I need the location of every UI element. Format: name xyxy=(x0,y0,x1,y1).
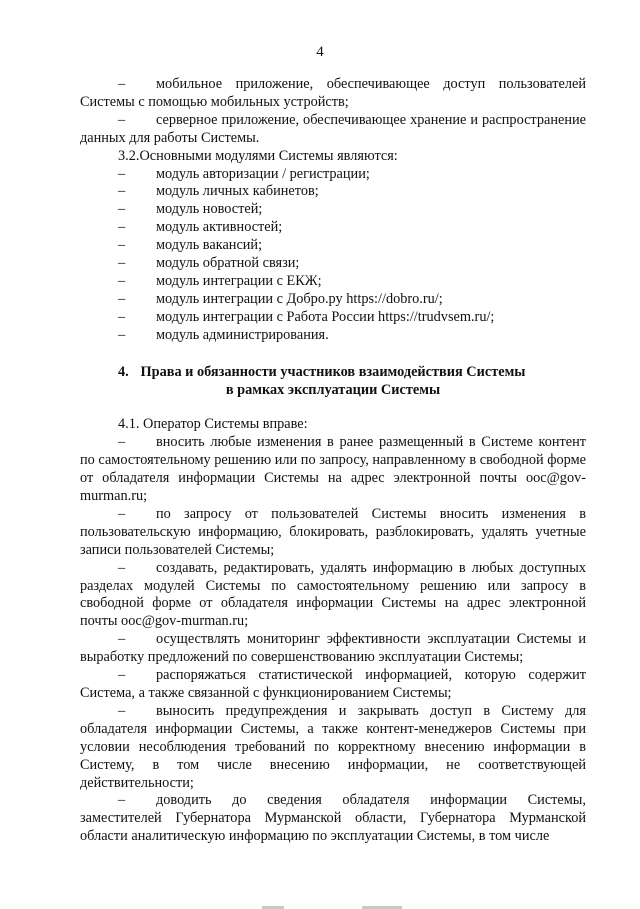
dash-bullet: – xyxy=(118,667,126,684)
intro-item-text: мобильное приложение, обеспечивающее доступ пользователей Системы с помощью мобильных устройств; xyxy=(80,76,586,110)
module-item xyxy=(80,255,586,273)
module-item-text: модуль активностей; xyxy=(156,219,283,236)
module-item-text: модуль интеграции с Добро.ру https://dobro.ru/; xyxy=(156,290,443,307)
dash-bullet: – xyxy=(118,702,126,719)
dash-bullet: – xyxy=(118,237,126,254)
right-item-text: вносить любые изменения в ранее размещенный в Системе контент по самостоятельному решению или по запросу, направленному в свободной форме от обладателя информации Системы на адрес электронной почты ooc@gov-murman.ru; xyxy=(80,434,586,505)
dash-bullet: – xyxy=(118,326,126,343)
spacer xyxy=(80,345,586,364)
dash-bullet: – xyxy=(118,272,126,289)
section-4-heading xyxy=(80,364,586,400)
right-item xyxy=(80,560,586,632)
right-item-text: распоряжаться статистической информацией, которую содержит Система, а также связанной с функционированием Системы; xyxy=(80,667,586,701)
page-number: 4 xyxy=(316,44,324,60)
rights-list xyxy=(80,434,586,846)
module-item-text: модуль новостей; xyxy=(156,201,263,218)
intro-item xyxy=(80,76,586,112)
dash-bullet: – xyxy=(118,255,126,272)
module-item xyxy=(80,201,586,219)
module-item xyxy=(80,219,586,237)
section-3-2-heading: 3.2.Основными модулями Системы являются: xyxy=(118,147,398,164)
dash-bullet: – xyxy=(118,219,126,236)
section-4-title-line2: в рамках эксплуатации Системы xyxy=(225,381,441,398)
page-content xyxy=(80,76,586,846)
section-4-number: 4. xyxy=(118,363,129,380)
module-item xyxy=(80,291,586,309)
right-item xyxy=(80,631,586,667)
dash-bullet: – xyxy=(118,434,126,451)
module-item xyxy=(80,327,586,345)
module-item-text: модуль администрирования. xyxy=(156,326,329,343)
dash-bullet: – xyxy=(118,290,126,307)
module-item-text: модуль интеграции с ЕКЖ; xyxy=(156,272,322,289)
dash-bullet: – xyxy=(118,183,126,200)
right-item xyxy=(80,792,586,846)
dash-bullet: – xyxy=(118,505,126,522)
right-item xyxy=(80,506,586,560)
dash-bullet: – xyxy=(118,165,126,182)
modules-list xyxy=(80,166,586,345)
module-item-text: модуль интеграции с Работа России https://trudvsem.ru/; xyxy=(156,308,495,325)
right-item xyxy=(80,434,586,506)
module-item xyxy=(80,273,586,291)
section-4-title-text-1: Права и обязанности участников взаимодействия Системы xyxy=(140,363,526,380)
right-item xyxy=(80,703,586,793)
dash-bullet: – xyxy=(118,76,126,92)
right-item-text: выносить предупреждения и закрывать доступ в Систему для обладателя информации Системы, а также контент-менеджеров Системы при условии несоблюдения требований по корректному внесению информации в Систему, в том числе внесению информации, не соответствующей действительности; xyxy=(80,702,586,791)
module-item xyxy=(80,183,586,201)
right-item-text: по запросу от пользователей Системы вносить изменения в пользовательскую информацию, блокировать, разблокировать, удалять учетные записи пользователей Системы; xyxy=(80,505,586,558)
module-item-text: модуль обратной связи; xyxy=(156,255,300,272)
right-item-text: создавать, редактировать, удалять информацию в любых доступных разделах модулей Системы по самостоятельному решению или запросу в свободной форме от обладателя информации Системы на адрес электронной почты ooc@gov-murman.ru; xyxy=(80,559,586,630)
module-item xyxy=(80,237,586,255)
module-item-text: модуль авторизации / регистрации; xyxy=(156,165,370,182)
dash-bullet: – xyxy=(118,631,126,648)
section-4-title-line1 xyxy=(80,364,586,382)
right-item-text: осуществлять мониторинг эффективности эксплуатации Системы и выработку предложений по совершенствованию эксплуатации Системы; xyxy=(80,631,586,666)
dash-bullet: – xyxy=(118,111,126,128)
section-4-1-heading: 4.1. Оператор Системы вправе: xyxy=(118,416,308,433)
dash-bullet: – xyxy=(118,308,126,325)
spacer xyxy=(80,399,586,416)
module-item xyxy=(80,309,586,327)
module-item xyxy=(80,166,586,184)
intro-item xyxy=(80,112,586,148)
module-item-text: модуль вакансий; xyxy=(156,237,263,254)
dash-bullet: – xyxy=(118,201,126,218)
right-item-text: доводить до сведения обладателя информации Системы, заместителей Губернатора Мурманской области, Губернатора Мурманской области аналитическую информацию по эксплуатации Системы, в том числе xyxy=(80,792,586,845)
dash-bullet: – xyxy=(118,792,126,809)
dash-bullet: – xyxy=(118,559,126,576)
right-item xyxy=(80,667,586,703)
intro-item-text: серверное приложение, обеспечивающее хранение и распространение данных для работы Системы. xyxy=(80,111,586,146)
module-item-text: модуль личных кабинетов; xyxy=(156,183,319,200)
